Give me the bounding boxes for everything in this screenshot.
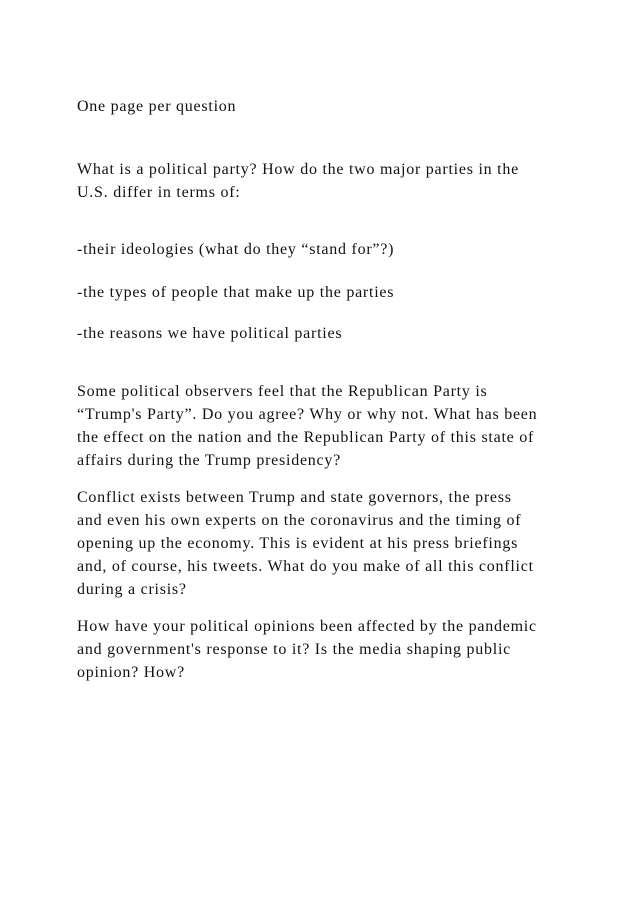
question-2-line-4: affairs during the Trump presidency? — [77, 452, 341, 469]
question-4-line-3: opinion? How? — [77, 664, 185, 681]
page-heading: One page per question — [77, 98, 237, 115]
question-2-line-3: the effect on the nation and the Republican Party of this state of — [77, 429, 535, 446]
question-1-line-1: What is a political party? How do the two major parties in the — [77, 161, 519, 178]
bullet-types-of-people: -the types of people that make up the parties — [77, 284, 395, 301]
bullet-reasons: -the reasons we have political parties — [77, 325, 343, 342]
question-3-line-4: and, of course, his tweets. What do you make of all this conflict — [77, 558, 534, 575]
question-3-line-5: during a crisis? — [77, 581, 187, 598]
question-3-line-1: Conflict exists between Trump and state governors, the press — [77, 489, 512, 506]
question-4-line-1: How have your political opinions been affected by the pandemic — [77, 618, 537, 635]
question-4-line-2: and government's response to it? Is the media shaping public — [77, 641, 512, 658]
question-1-line-2: U.S. differ in terms of: — [77, 184, 241, 201]
question-2-line-1: Some political observers feel that the Republican Party is — [77, 383, 488, 400]
question-3-line-2: and even his own experts on the coronavirus and the timing of — [77, 512, 522, 529]
question-3-line-3: opening up the economy. This is evident at his press briefings — [77, 535, 519, 552]
question-2-line-2: “Trump's Party”. Do you agree? Why or why not. What has been — [77, 406, 538, 423]
bullet-ideologies: -their ideologies (what do they “stand for”?) — [77, 241, 395, 258]
